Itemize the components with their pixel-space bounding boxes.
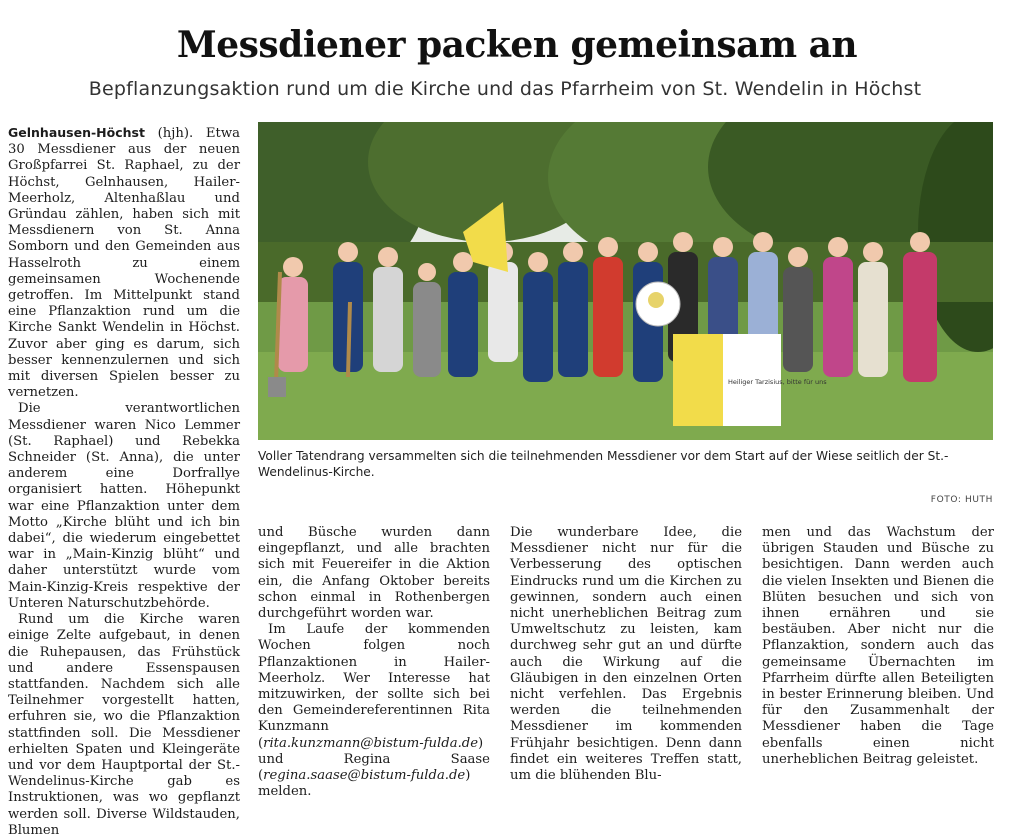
paragraph-7: men und das Wachstum der übrigen Stauden und Büsche zu besichtigen. Dann werden auch die vielen Insekten und Bienen die Blüten besuchen und sich von ihnen ernähren und sie bestäuben. Aber nicht nur die Pflanzaktion, sondern auch das gemeinsame Übernachten im Pfarrheim dürfte allen Beteiligten in bester Erinnerung bleiben. Und für den Zusammenhalt der Messdiener haben die Tage ebenfalls einen nicht unerheblichen Beitrag geleistet. [762,525,994,767]
paragraph-5-text-b: ) und Regina Saase ( [258,735,490,784]
photo-credit: FOTO: HUTH [930,495,993,505]
article-column-2 [258,525,490,800]
email-link-1[interactable]: rita.kunzmann@bistum-fulda.de [263,735,479,751]
paragraph-3: Rund um die Kirche waren einige Zelte aufgebaut, in denen die Ruhepausen, das Frühstück und andere Essenspausen stattfanden. Nachdem sich alle Teilnehmer vorgestellt hatten, erfuhren sie, wo die Pflanzaktion stattfinden soll. Die Messdiener erhielten Spaten und Kleingeräte und vor dem Hauptportal der St.-Wendelinus-Kirche gab es Instruktionen, was wo gepflanzt werden soll. Diverse Wildstauden, Blumen [8,612,240,838]
paragraph-1-text: (hjh). Etwa 30 Messdiener aus der neuen Großpfarrei St. Raphael, zu der Höchst, Gelnhausen, Hailer-Meerholz, Altenhaßlau und Gründau zählen, haben sich mit Messdienern von St. Anna Somborn und den Gemeinden aus Hasselroth zu einem gemeinsamen Wochenende getroffen. Im Mittelpunkt stand eine Pflanzaktion rund um die Kirche Sankt Wendelin in Höchst. Zuvor aber ging es darum, sich besser kennenzulernen und sich mit diversen Spielen besser zu vernetzen. [8,126,240,401]
paragraph-1 [8,125,240,401]
article-column-1 [8,125,240,839]
headline: Messdiener packen gemeinsam an [176,24,858,66]
paragraph-5 [258,622,490,800]
banner-text: Heiliger Tarzisius, bitte für uns [728,378,827,386]
group-photo-illustration [258,122,993,440]
dateline-place: Gelnhausen-Höchst [8,125,145,140]
paragraph-4: und Büsche wurden dann eingepflanzt, und alle brachten sich mit Feuereifer in die Aktion ein, die Anfang Oktober bereits schon einmal in Rothenbergen durchgeführt worden war. [258,525,490,622]
photo-caption: Voller Tatendrang versammelten sich die teilnehmenden Messdiener vor dem Start auf der Wiese seitlich der St.-Wendelinus-Kirche. [258,449,949,479]
subheadline: Bepflanzungsaktion rund um die Kirche und das Pfarrheim von St. Wendelin in Höchst [88,78,922,100]
paragraph-2: Die verantwortlichen Messdiener waren Nico Lemmer (St. Raphael) und Rebekka Schneider (St. Anna), die unter anderem eine Dorfrallye organisiert hatten. Höhepunkt war eine Pflanzaktion unter dem Motto „Kirche blüht und ich bin dabei“, die wiederum eingebettet war in „Main-Kinzig blüht“ und daher unterstützt wurde vom Main-Kinzig-Kreis respektive der Unteren Naturschutzbehörde. [8,401,240,611]
email-link-2[interactable]: regina.saase@bistum-fulda.de [263,768,466,784]
paragraph-5-text-c: ) melden. [258,768,471,800]
paragraph-6: Die wunderbare Idee, die Messdiener nicht nur für die Verbesserung des optischen Eindrucks rund um die Kirchen zu gewinnen, sondern auch einen nicht unerheblichen Beitrag zum Umweltschutz zu leisten, kam durchweg sehr gut an und dürfte auch die Wirkung auf die Gläubigen in den einzelnen Orten nicht verfehlen. Das Ergebnis werden die teilnehmenden Messdiener im kommenden Frühjahr besichtigen. Denn dann findet ein weiteres Treffen statt, um die blühenden Blu- [510,525,742,784]
article-column-3 [510,525,742,784]
article-column-4 [762,525,994,768]
group-photo [258,122,993,440]
paragraph-5-text-a: Im Laufe der kommenden Wochen folgen noch Pflanzaktionen in Hailer-Meerholz. Wer Interesse hat mitzuwirken, der sollte sich bei den Gemeindereferentinnen Rita Kunzmann ( [258,622,490,751]
